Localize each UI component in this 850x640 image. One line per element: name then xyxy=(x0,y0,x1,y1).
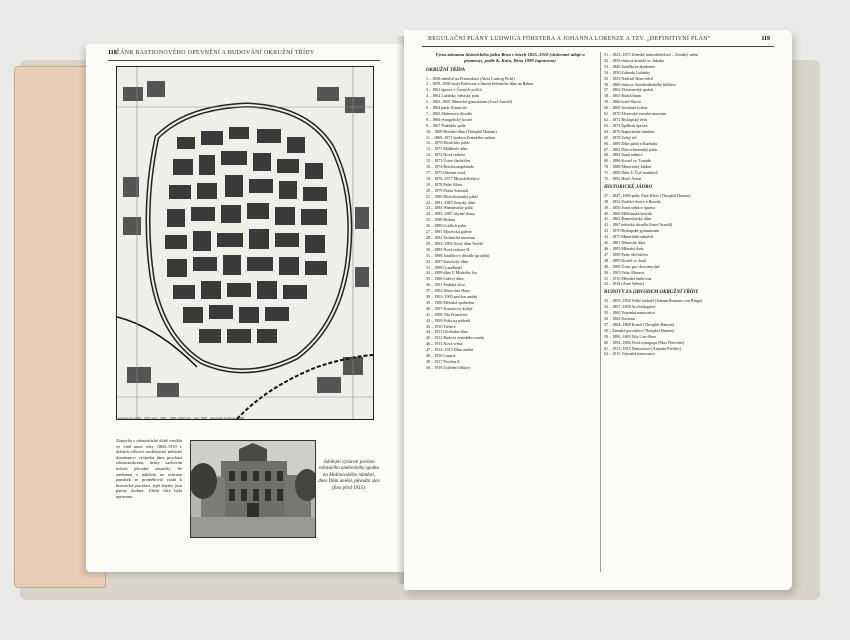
table-title: Výraz záznamu historického jádra Brna v letech 1825–1918 (sledované údaje a prameny), podle K. Kuča, Brno 1989 (upraveno) xyxy=(435,52,585,63)
section-heading-ring-road: OKRUŽNÍ TŘÍDA xyxy=(426,67,466,73)
ring-road-entries xyxy=(426,76,594,371)
list-entry: 32 – 1897 Katolický dům xyxy=(426,258,468,264)
left-page xyxy=(86,44,404,572)
list-entry: 39 – 1856 Stará radnice úprava xyxy=(604,204,656,210)
list-entry: 45 – 1912 Budova zemského soudu xyxy=(426,335,485,341)
list-entry: 63 – 1874 Špilberk úprava xyxy=(604,122,648,128)
list-entry: 70 – 1888 Minoritský klášter xyxy=(604,164,652,170)
list-entry: 38 – 1903–1905 pavilon umění xyxy=(426,294,478,300)
list-entry: 59 – 1880–1883 Vila Löw-Beer xyxy=(604,333,656,339)
list-entry: 30 – 1895 Nová radnice II xyxy=(426,246,470,252)
list-entry: 28 – 1892 Technické muzeum xyxy=(426,234,476,240)
column-divider xyxy=(600,52,601,572)
list-entry: 56 – 1860 obnova Starobrněnského kláštera xyxy=(604,81,676,87)
list-entry: 43 – 1870 Biskupské gymnázium xyxy=(604,228,659,234)
list-entry: 50 – 1918 Ústřední hřbitov xyxy=(426,364,471,370)
list-entry: 55 – 1855 Nádraží Brno-střed xyxy=(604,75,653,81)
list-entry: 58 – Zemská porodnice (Theophil Hansen) xyxy=(604,327,675,333)
list-entry: 21 – 1880 Ditrichsteinský palác xyxy=(426,193,479,199)
list-entry: 39 – 1906 Městská spořitelna xyxy=(426,299,475,305)
list-entry: 34 – 1899 dům U Modrého lva xyxy=(426,270,477,276)
list-entry: 47 – 1890 Palác šlechtičen xyxy=(604,251,648,257)
list-entry: 38 – 1852 Pražské dvory a Beseda xyxy=(604,198,661,204)
list-entry: 26 – 1890 Gräflich palác xyxy=(426,223,467,229)
list-entry: 10 – 1868 Besední dům (Theophil Hansen) xyxy=(426,128,497,134)
list-entry: 60 – 1868 Jezuitské koleje xyxy=(604,105,648,111)
list-entry: 16 – 1874 Reichsratsgebäude xyxy=(426,164,475,170)
list-entry: 25 – 1888 Reduta xyxy=(426,217,455,223)
list-entry: 37 – 1902 Deutsches Haus xyxy=(426,288,470,294)
list-entry: 59 – 1866 hotel Slavia xyxy=(604,99,641,105)
list-entry: 40 – 1860 Měšťanská beseda xyxy=(604,210,652,216)
list-entry: 44 – 1875 Minoritské náměstí xyxy=(604,234,654,240)
list-entry: 52 – 1835 obnova kostela sv. Jakuba xyxy=(604,57,664,63)
list-entry: 24 – 1885–1887 obytné domy xyxy=(426,211,476,217)
right-page-number: 119 xyxy=(761,36,770,42)
list-entry: 69 – 1886 Kostel sv. Tomáše xyxy=(604,158,652,164)
list-entry: 36 – 1901 Pražská ulice xyxy=(426,282,466,288)
left-caption: Zástavba v urbanistické době vznikla ve vlně mezi roky 1860–1910 v dobách celkové neoklasické městské dominance; výstavba dnes prochází rekonstrukcemi, místy zachován kolorit původní zástavby. Se změnami v náhledu na ochranu památek se proměňoval vztah k historické parcelaci, jejíž zbytky jsou patrny dodnes. Uliční čára byla upravena. xyxy=(116,438,182,499)
list-entry: 61 – 1913–1915 Nemocnice (Antonín Pfeiffer) xyxy=(604,345,681,351)
list-entry: 47 – 1914–1915 Dům umění xyxy=(426,347,474,353)
section-heading-historic-core: HISTORICKÉ JÁDRO xyxy=(604,184,653,190)
list-entry: 65 – 1878 Zelný trh xyxy=(604,134,637,140)
left-page-number: 118 xyxy=(108,50,117,56)
list-entry: 58 – 1865 Rudolfinum xyxy=(604,93,642,99)
list-entry: 53 – 1855–1858 Velké nádraží (Johann Romano von Ringe) xyxy=(604,298,703,304)
list-entry: 64 – 1876 Kapucínské náměstí xyxy=(604,128,655,134)
pavilion-photo xyxy=(190,440,316,538)
list-entry: 11 – 1869–1871 budova Zemského sněmu xyxy=(426,134,496,140)
left-running-head: ŽÁNR BASTIONOVÉHO OPEVNĚNÍ A BUDOVÁNÍ OKRUŽNÍ TŘÍDY xyxy=(116,50,315,56)
list-entry: 17 – 1875 Okresní soud xyxy=(426,170,466,175)
list-entry: 23 – 1884 Wannieckův palác xyxy=(426,205,474,211)
list-entry: 62 – 1915 Vojenská nemocnice xyxy=(604,351,656,357)
list-entry: 48 – 1895 Kostel sv. Janů xyxy=(604,257,647,263)
list-entry: 42 – 1867 městská divadla (Josef Arnold) xyxy=(604,222,673,228)
list-entry: 33 – 1898 Grandhotel xyxy=(426,264,462,270)
photo-caption: Jubilejní výstavní pavilon městského uměleckého spolku na Malinovského náměstí, dnes Dům umění, původní stav (foto před 1915). xyxy=(318,460,380,491)
list-entry: 61 – 1870 Moravské zemské muzeum xyxy=(604,111,667,117)
list-entry: 51 – 1910 Městská knihovna xyxy=(604,275,652,281)
outer-buildings-entries xyxy=(604,298,774,357)
list-entry: 44 – 1911 Obchodní dům xyxy=(426,329,468,335)
list-entry: 29 – 1893–1894 Nový dům Veselá xyxy=(426,240,483,246)
list-entry: 41 – 1908 Vila Primavesi xyxy=(426,311,468,317)
list-entry: 45 – 1881 Německý dům xyxy=(604,240,646,246)
list-entry: 46 – 1913 Nová scéna xyxy=(426,341,463,347)
list-entry: 55 – 1860 Vojenská nemocnice xyxy=(604,310,656,316)
list-entry: 60 – 1894–1896 Nová synagoga (Max Fleischer) xyxy=(604,339,685,345)
list-entry: 43 – 1910 Tržnice xyxy=(426,323,456,329)
list-entry: 19 – 1878 Palác Klein xyxy=(426,181,463,187)
right-column-1 xyxy=(426,52,594,371)
right-column-2 xyxy=(604,52,774,357)
list-entry: 57 – 1864–1868 Kostel (Theophil Hansen) xyxy=(604,321,675,327)
list-entry: 71 – 1890 Dům U Čtyř mamlasů xyxy=(604,170,658,176)
left-head-rule xyxy=(108,60,380,61)
list-entry: 9 – 1867 Pražákův palác xyxy=(426,122,467,128)
right-running-head: REGULAČNÍ PLÁNY LUDWIGA FÖRSTERA A JOHANNA LORENZE A TZV. „DEFINITIVNÍ PLÁN“ xyxy=(428,36,711,42)
map-legend: kolem roku 1900 · 1853 stav · 1865 · 1880–1900 stav · stav 1900 · dokonaná stavba ke 1900 xyxy=(118,416,245,420)
right-page xyxy=(404,30,792,590)
list-entry: 54 – 1850 Zahrada Lužánky xyxy=(604,69,651,75)
list-entry: 66 – 1880 Dům pánů z Kunštátu xyxy=(604,140,658,146)
list-entry: 31 – 1896 Janáčkovo divadlo (projekt) xyxy=(426,252,490,258)
list-entry: 54 – 1857–1858 Arcibiskupství xyxy=(604,304,656,310)
list-entry: 46 – 1885 Městský dvůr xyxy=(604,246,644,251)
list-entry: 5 – 1863–1865 Německé gymnázium (Josef Arnold) xyxy=(426,99,512,105)
list-entry: 14 – 1872 Nová radnice xyxy=(426,152,466,158)
list-entry: 52 – 1914 (Arne Wetter) xyxy=(604,281,645,287)
list-entry: 22 – 1881–1883 Zemský dům xyxy=(426,199,476,205)
list-entry: 37 – 1847–1849 palác Paul Klein (Theophil Hansen) xyxy=(604,192,691,198)
list-entry: 8 – 1866 evangelický kostel xyxy=(426,116,472,122)
list-entry: 56 – 1862 Kasárna xyxy=(604,315,635,321)
city-map xyxy=(116,66,374,420)
list-entry: 1 – 1858 náměstí na Franziskust (Alois Ludwig Pichl) xyxy=(426,75,515,81)
list-entry: 57 – 1862 Vlastenecký spolek xyxy=(604,87,654,93)
list-entry: 7 – 1865 Mahenovo divadlo xyxy=(426,110,473,116)
list-entry: 35 – 1900 Lidový dům xyxy=(426,276,464,282)
list-entry: 18 – 1876–1877 Místodržitelství xyxy=(426,175,480,181)
list-entry: 27 – 1891 Moravská galerie xyxy=(426,229,472,235)
list-entry: 67 – 1882 Dietrichsteinský palác xyxy=(604,146,658,152)
right-head-rule xyxy=(422,46,774,47)
list-entry: 50 – 1905 Palác Morava xyxy=(604,269,645,275)
list-entry: 41 – 1862 Řemeslnický dům xyxy=(604,216,652,222)
list-entry: 48 – 1916 Lazaret xyxy=(426,353,456,359)
pavilion-photo-drawing xyxy=(191,441,315,537)
list-entry: 49 – 1900 Ústav pro choromyslné xyxy=(604,263,660,269)
list-entry: 49 – 1917 Pavilon A xyxy=(426,359,460,364)
list-entry: 6 – 1864 palác Kounicův xyxy=(426,105,468,111)
list-entry: 15 – 1873 Ústav šlechtičen xyxy=(426,158,471,164)
historic-core-entries xyxy=(604,193,774,288)
upper-entries xyxy=(604,52,774,182)
list-entry: 51 – 1823–1875 Zemské místodržitelství – Zemský sněm xyxy=(604,52,699,57)
list-entry: 53 – 1840 Janáčkova akademie xyxy=(604,63,656,69)
list-entry: 4 – 1862 Lužánky, městský park xyxy=(426,93,480,99)
list-entry: 2 – 1859–1860 hotel Padowetz a hlavní železniční dům na Bahnu xyxy=(426,81,534,87)
list-entry: 62 – 1872 Biskupský dvůr xyxy=(604,116,648,122)
list-entry: 42 – 1909 Pošta na nádraží xyxy=(426,317,471,323)
list-entry: 12 – 1870 Dittrichův palác xyxy=(426,140,470,146)
list-entry: 68 – 1884 Stará radnice xyxy=(604,152,643,158)
list-entry: 40 – 1907 Kounicovy koleje xyxy=(426,305,473,311)
list-entry: 72 – 1892 Hotel Avion xyxy=(604,176,642,182)
city-map-drawing xyxy=(117,67,373,419)
list-entry: 13 – 1871 Mahlerův dům xyxy=(426,146,468,152)
list-entry: 20 – 1879 Palais Schmidt xyxy=(426,187,468,193)
list-entry: 3 – 1861 úprava v Černých polích xyxy=(426,87,482,93)
section-heading-outer-buildings: BUDOVY ZA OBVODEM OKRUŽNÍ TŘÍDY xyxy=(604,290,699,296)
